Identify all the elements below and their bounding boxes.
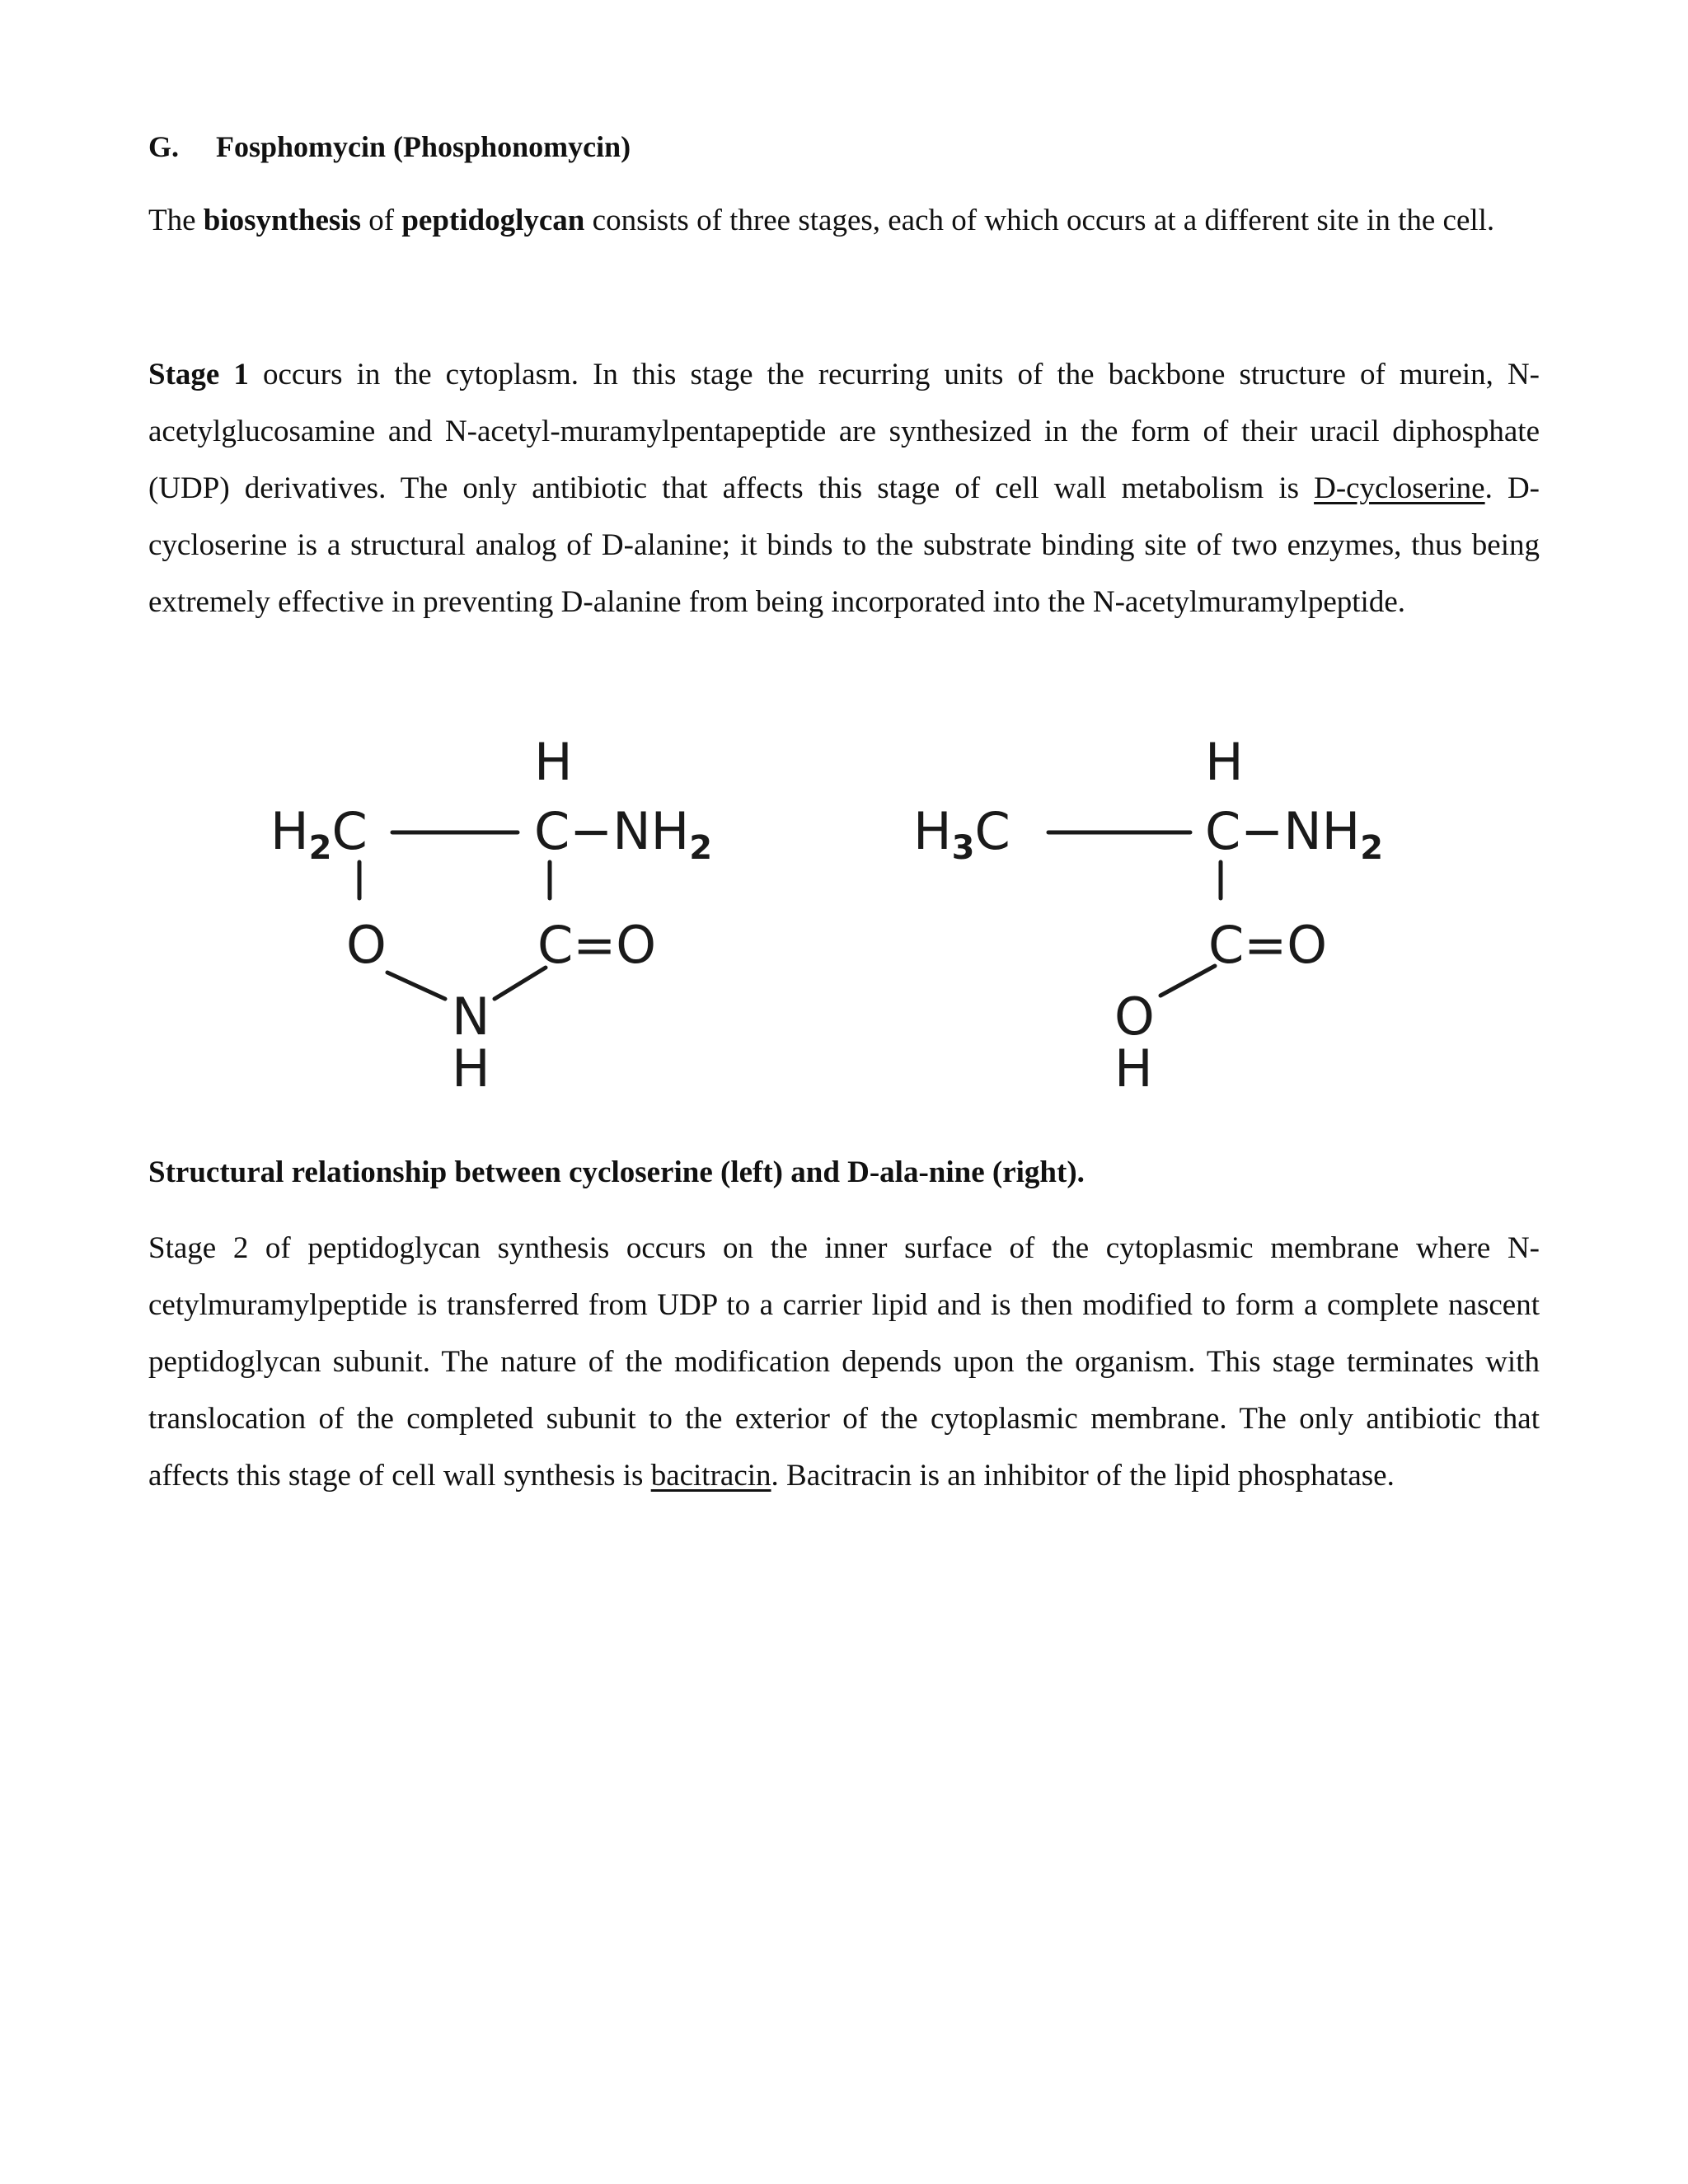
intro-text-3: consists of three stages, each of which occurs at a different site in the cell. xyxy=(584,204,1495,237)
intro-text-2: of xyxy=(361,204,402,237)
bond-n-co xyxy=(495,968,546,999)
stage1-paragraph xyxy=(148,346,1540,630)
bond-o-co xyxy=(1160,966,1215,996)
stage2-paragraph xyxy=(148,1220,1540,1504)
stage1-text-1: occurs in the cytoplasm. In this stage the recurring units of the backbone structure of murein, N-acetylglucosamine and N-acetyl-muramylpentapeptide are synthesized in the form of their uracil diphosphate (UDP) derivatives. The only antibiotic that affects this stage of cell wall metabolism is xyxy=(148,358,1540,505)
d-cycloserine-link[interactable]: D-cycloserine xyxy=(1314,471,1485,505)
d-alanine-structure xyxy=(913,732,1383,1099)
term-biosynthesis: biosynthesis xyxy=(203,204,362,237)
cycloserine-c-o: C=O xyxy=(537,915,657,975)
stage1-text-2: . D-cycloserine is a structural analog of D-alanine; it binds to the substrate binding site of two enzymes, thus being extremely effective in preventing D-alanine from being incorporated into the N-acetylmuramylpeptide. xyxy=(148,471,1540,619)
intro-paragraph xyxy=(148,192,1540,249)
cycloserine-n: N xyxy=(452,987,490,1047)
figure-caption: Structural relationship between cycloserine (left) and D-ala-nine (right). xyxy=(148,1155,1085,1189)
bond-o-n xyxy=(387,972,445,999)
alanine-h-o: H xyxy=(1114,1038,1153,1099)
stage2-text-1: Stage 2 of peptidoglycan synthesis occurs on the inner surface of the cytoplasmic membrane where N-cetylmuramylpeptide is transferred from UDP to a carrier lipid and is then modified to form a complete nascent peptidoglycan subunit. The nature of the modification depends upon the organism. This stage terminates with translocation of the completed subunit to the exterior of the cytoplasmic membrane. The only antibiotic that affects this stage of cell wall synthesis is xyxy=(148,1231,1540,1493)
bacitracin-link[interactable]: bacitracin xyxy=(650,1459,771,1493)
cycloserine-c-nh2: C−NH2 xyxy=(534,801,713,867)
alanine-c-o: C=O xyxy=(1208,915,1328,975)
alanine-h-top: H xyxy=(1205,732,1244,792)
alanine-h3c: H3C xyxy=(913,801,1010,867)
stage1-label: Stage 1 xyxy=(148,358,249,391)
alanine-o: O xyxy=(1114,987,1155,1047)
cycloserine-structure xyxy=(270,732,712,1099)
section-heading xyxy=(148,124,631,170)
intro-text-1: The xyxy=(148,204,204,237)
stage2-text-2: . Bacitracin is an inhibitor of the lipid phosphatase. xyxy=(771,1459,1395,1493)
term-peptidoglycan: peptidoglycan xyxy=(401,204,585,237)
section-title: Fosphomycin (Phosphonomycin) xyxy=(216,130,631,163)
section-number: G. xyxy=(148,130,180,163)
cycloserine-h-n: H xyxy=(452,1038,490,1099)
cycloserine-o-ring: O xyxy=(346,915,387,975)
cycloserine-h2c: H2C xyxy=(270,801,368,867)
cycloserine-h-top: H xyxy=(534,732,573,792)
alanine-c-nh2: C−NH2 xyxy=(1205,801,1384,867)
